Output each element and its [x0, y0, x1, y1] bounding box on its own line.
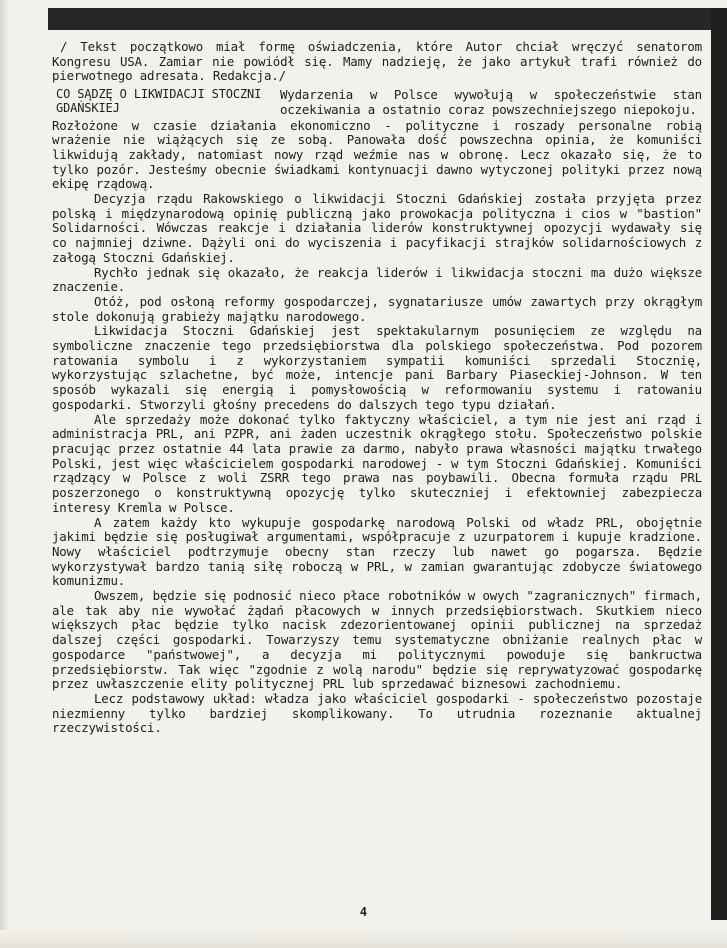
top-scan-border	[48, 8, 727, 30]
article-heading: CO SĄDZĘ O LIKWIDACJI STOCZNI GDAŃSKIEJ	[56, 87, 262, 115]
article-lead: Wydarzenia w Polsce wywołują w społeczeństwie stan oczekiwania a ostatnio coraz powszechniejszego niepokoju.	[280, 87, 702, 117]
paragraph: Lecz podstawowy układ: władza jako właściciel gospodarki - społeczeństwo pozostaje niezmienny tylko bardziej skomplikowany. To utrudnia rozeznanie aktualnej rzeczywistości.	[52, 690, 702, 736]
paragraph: Likwidacja Stoczni Gdańskiej jest spektakularnym posunięciem ze względu na symboliczne znaczenie tego przedsiębiorstwa dla polskiego społeczeństwa. Pod pozorem ratowania symbolu i z wykorzystaniem sympatii komuniści sprzedali Stocznię, wykorzystując szlachetne, być może, intencje pani Barbary Piaseckiej-Johnson. W ten sposób wykazali się energią i pomysłowością w reformowaniu systemu i ratowaniu gospodarki. Stworzyli głośny precedens do dalszych tego typu działań.	[52, 323, 702, 412]
paragraph: Decyzja rządu Rakowskiego o likwidacji Stoczni Gdańskiej została przyjęta przez polską i międzynarodową opinię publiczną jako prowokacja polityczna i cios w "bastion" Solidarności. Wówczas reakcje i działania liderów konstruktywnej opozycji wydawały się co najmniej dziwne. Dążyli oni do wyciszenia i pacyfikacji strajków solidarnościowych z załogą Stoczni Gdańskiej.	[52, 191, 702, 265]
editor-note: / Tekst początkowo miał formę oświadczenia, które Autor chciał wręczyć senatorom Kongresu USA. Zamiar nie powiódł się. Mamy nadzieję, że jako artykuł trafi również do pierwotnego adresata. Redakcja./	[52, 39, 702, 84]
paragraph: Rozłożone w czasie działania ekonomiczno - polityczne i roszady personalne robią wrażenie nie wiążących się ze sobą. Panowała dość powszechna opinia, że komuniści likwidują zakłady, natomiast nowy rząd weźmie nas w obronę. Lecz okazało się, że to tylko pozór. Jesteśmy obecnie świadkami kontynuacji dawno wytyczonej polityki przez nową ekipę rządową.	[52, 117, 702, 192]
paragraph: A zatem każdy kto wykupuje gospodarkę narodową Polski od władz PRL, obojętnie jakimi będzie się posługiwał argumentami, współpracuje z uzurpatorem i kupuje kradzione. Nowy właściciel podtrzymuje obecny stan rzeczy lub nawet go pogarsza. Będzie wykorzystywał bardzo tanią siłę roboczą w PRL, w zamian gwarantując zdobycze światowego komunizmu.	[52, 514, 702, 589]
paragraph: Ale sprzedaży może dokonać tylko faktyczny właściciel, a tym nie jest ani rząd i administracja PRL, ani PZPR, ani żaden uczestnik okrągłego stołu. Społeczeństwo polskie pracując przez ostatnie 44 lata prawie za darmo, nabyło prawa własności majątku trwałego Polski, jest więc właścicielem gospodarki narodowej - w tym Stoczni Gdańskiej. Komuniści rządzący w Polsce z woli ZSRR tego prawa nas poybawili. Obecna formuła rządu PRL poszerzonego o konstruktywną opozycję tylko skuteczniej i efektowniej zabezpiecza interesy Kremla w Polsce.	[52, 411, 702, 515]
page-edge-shadow	[0, 0, 10, 948]
article-header	[52, 88, 702, 117]
right-scan-border	[711, 8, 727, 920]
bottom-page-edge	[0, 930, 727, 948]
paragraph: Rychło jednak się okazało, że reakcja liderów i likwidacja stoczni ma dużo większe znaczenie.	[52, 264, 702, 295]
page-number: 4	[359, 905, 368, 919]
document-page	[52, 40, 702, 736]
paragraph: Otóż, pod osłoną reformy gospodarczej, sygnatariusze umów zawartych przy okrągłym stole dokonują grabieży majątku narodowego.	[52, 293, 702, 324]
paragraph: Owszem, będzie się podnosić nieco płace robotników w owych "zagranicznych" firmach, ale tak aby nie wywołać żądań płacowych w innych przedsiębiorstwach. Skutkiem nieco większych płac będzie tylko nacisk zdezorientowanej opinii publicznej na sprzedaż dalszej części gospodarki. Towarzyszy temu systematyczne obniżanie realnych płac w gospodarce "państwowej", a decyzja mi politycznymi powoduje się bankructwa przedsiębiorstw. Tak więc "zgodnie z wolą narodu" będzie się reprywatyzować gospodarkę przez uwłaszczenie elity politycznej PRL lub sprzedawać biznesowi zachodniemu.	[52, 588, 702, 692]
